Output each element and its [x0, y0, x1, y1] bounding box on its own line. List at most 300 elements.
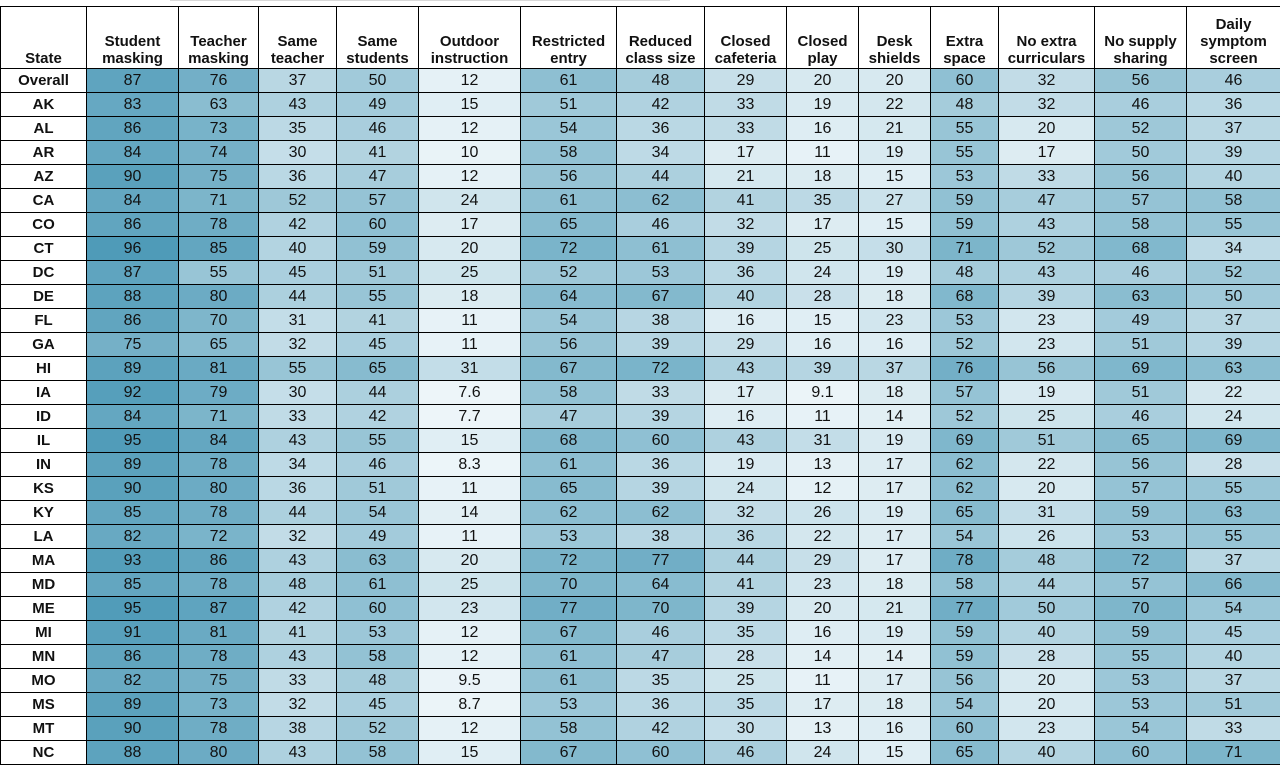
heat-cell-closed-play: 24	[787, 741, 859, 765]
table-row-ks	[1, 477, 1280, 501]
heat-cell-closed-play: 24	[787, 261, 859, 285]
heat-cell-student-masking: 87	[87, 261, 179, 285]
state-label: DC	[1, 261, 87, 285]
heat-cell-closed-play: 17	[787, 213, 859, 237]
state-label: HI	[1, 357, 87, 381]
heat-cell-teacher-masking: 80	[179, 477, 259, 501]
heat-cell-restricted-entry: 68	[521, 429, 617, 453]
heat-cell-no-supply-sharing: 46	[1095, 261, 1187, 285]
heat-cell-daily-symptom-screen: 58	[1187, 189, 1280, 213]
state-label: MA	[1, 549, 87, 573]
heat-cell-same-teacher: 48	[259, 573, 337, 597]
heat-cell-same-students: 45	[337, 693, 419, 717]
heat-cell-daily-symptom-screen: 37	[1187, 549, 1280, 573]
table-row-nc	[1, 741, 1280, 765]
heat-cell-reduced-class-size: 46	[617, 621, 705, 645]
heat-cell-same-teacher: 43	[259, 645, 337, 669]
heat-cell-closed-play: 15	[787, 309, 859, 333]
heat-cell-no-supply-sharing: 49	[1095, 309, 1187, 333]
heatmap-table	[0, 6, 1280, 765]
heat-cell-extra-space: 62	[931, 477, 999, 501]
heat-cell-extra-space: 58	[931, 573, 999, 597]
heat-cell-student-masking: 84	[87, 405, 179, 429]
heat-cell-student-masking: 90	[87, 165, 179, 189]
heat-cell-same-students: 42	[337, 405, 419, 429]
heat-cell-reduced-class-size: 67	[617, 285, 705, 309]
heat-cell-closed-cafeteria: 43	[705, 357, 787, 381]
heat-cell-no-extra-curriculars: 32	[999, 69, 1095, 93]
heat-cell-same-students: 63	[337, 549, 419, 573]
heat-cell-reduced-class-size: 64	[617, 573, 705, 597]
column-header-teacher-masking: Teacher masking	[179, 7, 259, 69]
heat-cell-extra-space: 71	[931, 237, 999, 261]
heat-cell-student-masking: 85	[87, 501, 179, 525]
heat-cell-extra-space: 60	[931, 717, 999, 741]
heat-cell-no-extra-curriculars: 56	[999, 357, 1095, 381]
heat-cell-restricted-entry: 77	[521, 597, 617, 621]
heat-cell-no-extra-curriculars: 26	[999, 525, 1095, 549]
heat-cell-daily-symptom-screen: 37	[1187, 309, 1280, 333]
heat-cell-no-supply-sharing: 57	[1095, 477, 1187, 501]
heat-cell-outdoor-instruction: 25	[419, 573, 521, 597]
table-row-ma	[1, 549, 1280, 573]
heat-cell-student-masking: 86	[87, 309, 179, 333]
heat-cell-closed-play: 11	[787, 141, 859, 165]
heat-cell-teacher-masking: 81	[179, 621, 259, 645]
heat-cell-outdoor-instruction: 18	[419, 285, 521, 309]
heat-cell-closed-play: 22	[787, 525, 859, 549]
heat-cell-closed-play: 19	[787, 93, 859, 117]
heat-cell-reduced-class-size: 34	[617, 141, 705, 165]
heat-cell-reduced-class-size: 38	[617, 525, 705, 549]
heat-cell-closed-cafeteria: 35	[705, 621, 787, 645]
state-label: CO	[1, 213, 87, 237]
heat-cell-extra-space: 62	[931, 453, 999, 477]
table-row-de	[1, 285, 1280, 309]
heat-cell-reduced-class-size: 46	[617, 213, 705, 237]
heat-cell-closed-cafeteria: 36	[705, 261, 787, 285]
heat-cell-teacher-masking: 87	[179, 597, 259, 621]
heat-cell-extra-space: 48	[931, 93, 999, 117]
heat-cell-closed-play: 31	[787, 429, 859, 453]
heat-cell-outdoor-instruction: 15	[419, 741, 521, 765]
heat-cell-same-students: 51	[337, 477, 419, 501]
heat-cell-teacher-masking: 81	[179, 357, 259, 381]
heat-cell-daily-symptom-screen: 51	[1187, 693, 1280, 717]
table-row-ak	[1, 93, 1280, 117]
heat-cell-desk-shields: 16	[859, 717, 931, 741]
heat-cell-teacher-masking: 78	[179, 453, 259, 477]
heat-cell-outdoor-instruction: 24	[419, 189, 521, 213]
heat-cell-teacher-masking: 76	[179, 69, 259, 93]
table-row-mt	[1, 717, 1280, 741]
heat-cell-outdoor-instruction: 14	[419, 501, 521, 525]
heat-cell-closed-play: 29	[787, 549, 859, 573]
table-row-me	[1, 597, 1280, 621]
heat-cell-restricted-entry: 56	[521, 165, 617, 189]
heat-cell-daily-symptom-screen: 36	[1187, 93, 1280, 117]
heat-cell-closed-cafeteria: 24	[705, 477, 787, 501]
heat-cell-outdoor-instruction: 12	[419, 69, 521, 93]
heat-cell-restricted-entry: 67	[521, 357, 617, 381]
heat-cell-same-students: 46	[337, 453, 419, 477]
heat-cell-daily-symptom-screen: 22	[1187, 381, 1280, 405]
heat-cell-desk-shields: 19	[859, 429, 931, 453]
heat-cell-outdoor-instruction: 8.7	[419, 693, 521, 717]
heat-cell-same-students: 58	[337, 741, 419, 765]
heat-cell-same-students: 51	[337, 261, 419, 285]
heat-cell-teacher-masking: 75	[179, 669, 259, 693]
heat-cell-daily-symptom-screen: 45	[1187, 621, 1280, 645]
heat-cell-reduced-class-size: 60	[617, 741, 705, 765]
heat-cell-daily-symptom-screen: 28	[1187, 453, 1280, 477]
heat-cell-closed-cafeteria: 32	[705, 213, 787, 237]
heat-cell-same-teacher: 40	[259, 237, 337, 261]
heat-cell-no-extra-curriculars: 20	[999, 669, 1095, 693]
heat-cell-daily-symptom-screen: 40	[1187, 645, 1280, 669]
heat-cell-desk-shields: 14	[859, 645, 931, 669]
heat-cell-daily-symptom-screen: 63	[1187, 501, 1280, 525]
heat-cell-same-teacher: 44	[259, 285, 337, 309]
heat-cell-desk-shields: 30	[859, 237, 931, 261]
heat-cell-closed-cafeteria: 17	[705, 381, 787, 405]
heat-cell-reduced-class-size: 36	[617, 453, 705, 477]
column-header-reduced-class-size: Reduced class size	[617, 7, 705, 69]
column-header-desk-shields: Desk shields	[859, 7, 931, 69]
heat-cell-no-extra-curriculars: 28	[999, 645, 1095, 669]
heat-cell-same-teacher: 30	[259, 381, 337, 405]
heat-cell-same-teacher: 33	[259, 405, 337, 429]
heat-cell-same-teacher: 43	[259, 93, 337, 117]
heat-cell-teacher-masking: 84	[179, 429, 259, 453]
heat-cell-student-masking: 82	[87, 525, 179, 549]
heat-cell-extra-space: 52	[931, 333, 999, 357]
heat-cell-restricted-entry: 54	[521, 117, 617, 141]
heat-cell-no-extra-curriculars: 52	[999, 237, 1095, 261]
heat-cell-extra-space: 59	[931, 645, 999, 669]
state-label: CT	[1, 237, 87, 261]
heat-cell-no-extra-curriculars: 17	[999, 141, 1095, 165]
heat-cell-no-supply-sharing: 46	[1095, 405, 1187, 429]
heat-cell-no-supply-sharing: 60	[1095, 741, 1187, 765]
heat-cell-same-teacher: 55	[259, 357, 337, 381]
heat-cell-extra-space: 68	[931, 285, 999, 309]
table-row-fl	[1, 309, 1280, 333]
heat-cell-closed-cafeteria: 46	[705, 741, 787, 765]
heat-cell-restricted-entry: 53	[521, 525, 617, 549]
state-label: GA	[1, 333, 87, 357]
heat-cell-closed-cafeteria: 40	[705, 285, 787, 309]
heat-cell-same-students: 58	[337, 645, 419, 669]
cropped-caption-remnant	[170, 0, 670, 1]
heat-cell-reduced-class-size: 39	[617, 477, 705, 501]
heat-cell-extra-space: 59	[931, 621, 999, 645]
heat-cell-daily-symptom-screen: 37	[1187, 117, 1280, 141]
heat-cell-teacher-masking: 86	[179, 549, 259, 573]
heat-cell-extra-space: 60	[931, 69, 999, 93]
heat-cell-extra-space: 77	[931, 597, 999, 621]
table-row-overall	[1, 69, 1280, 93]
heat-cell-desk-shields: 17	[859, 477, 931, 501]
heat-cell-reduced-class-size: 61	[617, 237, 705, 261]
heat-cell-restricted-entry: 65	[521, 477, 617, 501]
heat-cell-teacher-masking: 73	[179, 693, 259, 717]
heat-cell-teacher-masking: 79	[179, 381, 259, 405]
heat-cell-closed-play: 25	[787, 237, 859, 261]
heat-cell-closed-cafeteria: 28	[705, 645, 787, 669]
heat-cell-closed-cafeteria: 30	[705, 717, 787, 741]
heat-cell-no-extra-curriculars: 19	[999, 381, 1095, 405]
heat-cell-daily-symptom-screen: 71	[1187, 741, 1280, 765]
heat-cell-no-supply-sharing: 56	[1095, 453, 1187, 477]
heat-cell-closed-play: 12	[787, 477, 859, 501]
heat-cell-reduced-class-size: 42	[617, 93, 705, 117]
heat-cell-student-masking: 84	[87, 141, 179, 165]
heat-cell-restricted-entry: 58	[521, 381, 617, 405]
heat-cell-reduced-class-size: 72	[617, 357, 705, 381]
heat-cell-restricted-entry: 72	[521, 549, 617, 573]
heat-cell-daily-symptom-screen: 24	[1187, 405, 1280, 429]
heat-cell-extra-space: 53	[931, 309, 999, 333]
heat-cell-extra-space: 76	[931, 357, 999, 381]
heat-cell-desk-shields: 23	[859, 309, 931, 333]
heat-cell-restricted-entry: 67	[521, 621, 617, 645]
heat-cell-extra-space: 78	[931, 549, 999, 573]
heat-cell-same-teacher: 52	[259, 189, 337, 213]
heat-cell-same-teacher: 32	[259, 333, 337, 357]
heat-cell-teacher-masking: 78	[179, 573, 259, 597]
heat-cell-same-students: 52	[337, 717, 419, 741]
heat-cell-same-students: 50	[337, 69, 419, 93]
heat-cell-same-teacher: 44	[259, 501, 337, 525]
heat-cell-closed-play: 13	[787, 717, 859, 741]
heat-cell-no-supply-sharing: 50	[1095, 141, 1187, 165]
heat-cell-teacher-masking: 78	[179, 213, 259, 237]
heat-cell-no-extra-curriculars: 44	[999, 573, 1095, 597]
heat-cell-teacher-masking: 70	[179, 309, 259, 333]
heat-cell-outdoor-instruction: 15	[419, 93, 521, 117]
table-row-ky	[1, 501, 1280, 525]
heat-cell-student-masking: 75	[87, 333, 179, 357]
heat-cell-teacher-masking: 78	[179, 645, 259, 669]
table-row-ar	[1, 141, 1280, 165]
heat-cell-outdoor-instruction: 9.5	[419, 669, 521, 693]
heat-cell-closed-cafeteria: 16	[705, 309, 787, 333]
heat-cell-reduced-class-size: 62	[617, 501, 705, 525]
heat-cell-closed-play: 17	[787, 693, 859, 717]
heat-cell-closed-play: 9.1	[787, 381, 859, 405]
heat-cell-reduced-class-size: 36	[617, 693, 705, 717]
heat-cell-closed-play: 20	[787, 69, 859, 93]
heat-cell-same-teacher: 41	[259, 621, 337, 645]
heat-cell-restricted-entry: 56	[521, 333, 617, 357]
heat-cell-daily-symptom-screen: 52	[1187, 261, 1280, 285]
table-row-md	[1, 573, 1280, 597]
heat-cell-restricted-entry: 53	[521, 693, 617, 717]
heat-cell-no-supply-sharing: 59	[1095, 501, 1187, 525]
heat-cell-restricted-entry: 52	[521, 261, 617, 285]
table-row-ms	[1, 693, 1280, 717]
state-label: AK	[1, 93, 87, 117]
heat-cell-daily-symptom-screen: 55	[1187, 525, 1280, 549]
heat-cell-reduced-class-size: 70	[617, 597, 705, 621]
heat-cell-same-teacher: 32	[259, 525, 337, 549]
heat-cell-same-teacher: 45	[259, 261, 337, 285]
heat-cell-reduced-class-size: 53	[617, 261, 705, 285]
heat-cell-desk-shields: 15	[859, 741, 931, 765]
heat-cell-teacher-masking: 78	[179, 717, 259, 741]
heat-cell-same-teacher: 38	[259, 717, 337, 741]
heat-cell-restricted-entry: 64	[521, 285, 617, 309]
table-row-ca	[1, 189, 1280, 213]
heat-cell-closed-cafeteria: 43	[705, 429, 787, 453]
heat-cell-desk-shields: 27	[859, 189, 931, 213]
heat-cell-same-students: 55	[337, 429, 419, 453]
heat-cell-extra-space: 65	[931, 741, 999, 765]
column-header-no-extra-curriculars: No extra curriculars	[999, 7, 1095, 69]
heat-cell-same-students: 48	[337, 669, 419, 693]
heat-cell-teacher-masking: 73	[179, 117, 259, 141]
heat-cell-desk-shields: 18	[859, 381, 931, 405]
heat-cell-reduced-class-size: 36	[617, 117, 705, 141]
heat-cell-same-students: 49	[337, 93, 419, 117]
state-label: IL	[1, 429, 87, 453]
heat-cell-same-students: 55	[337, 285, 419, 309]
heat-cell-closed-play: 13	[787, 453, 859, 477]
heat-cell-desk-shields: 17	[859, 453, 931, 477]
heat-cell-reduced-class-size: 39	[617, 333, 705, 357]
heat-cell-same-students: 46	[337, 117, 419, 141]
heat-cell-no-supply-sharing: 46	[1095, 93, 1187, 117]
heat-cell-outdoor-instruction: 11	[419, 477, 521, 501]
heat-cell-restricted-entry: 72	[521, 237, 617, 261]
table-row-mi	[1, 621, 1280, 645]
heat-cell-no-supply-sharing: 63	[1095, 285, 1187, 309]
heat-cell-outdoor-instruction: 15	[419, 429, 521, 453]
heat-cell-reduced-class-size: 42	[617, 717, 705, 741]
heat-cell-student-masking: 82	[87, 669, 179, 693]
column-header-no-supply-sharing: No supply sharing	[1095, 7, 1187, 69]
heat-cell-no-supply-sharing: 52	[1095, 117, 1187, 141]
heat-cell-reduced-class-size: 38	[617, 309, 705, 333]
column-header-outdoor-instruction: Outdoor instruction	[419, 7, 521, 69]
heat-cell-same-teacher: 34	[259, 453, 337, 477]
state-label: MI	[1, 621, 87, 645]
heat-cell-no-supply-sharing: 65	[1095, 429, 1187, 453]
heat-cell-same-teacher: 31	[259, 309, 337, 333]
state-label: AL	[1, 117, 87, 141]
heat-cell-reduced-class-size: 33	[617, 381, 705, 405]
heat-cell-closed-play: 11	[787, 405, 859, 429]
heat-cell-same-students: 53	[337, 621, 419, 645]
heat-cell-student-masking: 86	[87, 117, 179, 141]
heat-cell-outdoor-instruction: 12	[419, 165, 521, 189]
heat-cell-closed-cafeteria: 44	[705, 549, 787, 573]
heat-cell-outdoor-instruction: 10	[419, 141, 521, 165]
heat-cell-closed-cafeteria: 19	[705, 453, 787, 477]
heat-cell-student-masking: 95	[87, 597, 179, 621]
state-label: KY	[1, 501, 87, 525]
heat-cell-desk-shields: 19	[859, 621, 931, 645]
heat-cell-no-supply-sharing: 57	[1095, 189, 1187, 213]
heat-cell-no-supply-sharing: 59	[1095, 621, 1187, 645]
heat-cell-teacher-masking: 65	[179, 333, 259, 357]
heat-cell-no-extra-curriculars: 47	[999, 189, 1095, 213]
heat-cell-same-students: 44	[337, 381, 419, 405]
heat-cell-outdoor-instruction: 11	[419, 309, 521, 333]
heat-cell-outdoor-instruction: 12	[419, 621, 521, 645]
heat-cell-no-extra-curriculars: 50	[999, 597, 1095, 621]
heat-cell-student-masking: 88	[87, 741, 179, 765]
heat-cell-no-extra-curriculars: 23	[999, 717, 1095, 741]
state-label: AR	[1, 141, 87, 165]
heat-cell-outdoor-instruction: 12	[419, 645, 521, 669]
heat-cell-closed-cafeteria: 21	[705, 165, 787, 189]
heat-cell-extra-space: 52	[931, 405, 999, 429]
heat-cell-closed-play: 11	[787, 669, 859, 693]
heat-cell-closed-cafeteria: 35	[705, 693, 787, 717]
table-row-in	[1, 453, 1280, 477]
heat-cell-no-extra-curriculars: 51	[999, 429, 1095, 453]
heat-cell-no-supply-sharing: 54	[1095, 717, 1187, 741]
heat-cell-extra-space: 65	[931, 501, 999, 525]
heat-cell-no-extra-curriculars: 33	[999, 165, 1095, 189]
heat-cell-outdoor-instruction: 20	[419, 549, 521, 573]
heat-cell-same-teacher: 30	[259, 141, 337, 165]
heat-cell-no-extra-curriculars: 32	[999, 93, 1095, 117]
heat-cell-reduced-class-size: 44	[617, 165, 705, 189]
heat-cell-same-students: 59	[337, 237, 419, 261]
header-row	[1, 7, 1280, 69]
heat-cell-student-masking: 84	[87, 189, 179, 213]
heat-cell-no-extra-curriculars: 39	[999, 285, 1095, 309]
state-label: IA	[1, 381, 87, 405]
heat-cell-closed-cafeteria: 39	[705, 237, 787, 261]
heat-cell-same-students: 57	[337, 189, 419, 213]
heat-cell-daily-symptom-screen: 40	[1187, 165, 1280, 189]
heat-cell-desk-shields: 16	[859, 333, 931, 357]
table-row-al	[1, 117, 1280, 141]
heat-cell-daily-symptom-screen: 34	[1187, 237, 1280, 261]
heat-cell-reduced-class-size: 39	[617, 405, 705, 429]
heat-cell-student-masking: 89	[87, 357, 179, 381]
table-row-hi	[1, 357, 1280, 381]
heat-cell-closed-cafeteria: 33	[705, 93, 787, 117]
heat-cell-desk-shields: 18	[859, 573, 931, 597]
heat-cell-no-extra-curriculars: 23	[999, 333, 1095, 357]
heat-cell-restricted-entry: 54	[521, 309, 617, 333]
heat-cell-no-extra-curriculars: 25	[999, 405, 1095, 429]
heat-cell-closed-cafeteria: 32	[705, 501, 787, 525]
table-row-il	[1, 429, 1280, 453]
heat-cell-closed-play: 28	[787, 285, 859, 309]
column-header-state: State	[1, 7, 87, 69]
heat-cell-outdoor-instruction: 17	[419, 213, 521, 237]
heat-cell-desk-shields: 14	[859, 405, 931, 429]
heat-cell-same-teacher: 42	[259, 597, 337, 621]
heat-cell-same-students: 61	[337, 573, 419, 597]
state-label: LA	[1, 525, 87, 549]
heat-cell-student-masking: 85	[87, 573, 179, 597]
heat-cell-no-supply-sharing: 57	[1095, 573, 1187, 597]
heat-cell-no-supply-sharing: 68	[1095, 237, 1187, 261]
heat-cell-daily-symptom-screen: 63	[1187, 357, 1280, 381]
column-header-extra-space: Extra space	[931, 7, 999, 69]
heat-cell-extra-space: 59	[931, 189, 999, 213]
heat-cell-outdoor-instruction: 11	[419, 333, 521, 357]
heat-cell-closed-cafeteria: 16	[705, 405, 787, 429]
heat-cell-closed-play: 26	[787, 501, 859, 525]
